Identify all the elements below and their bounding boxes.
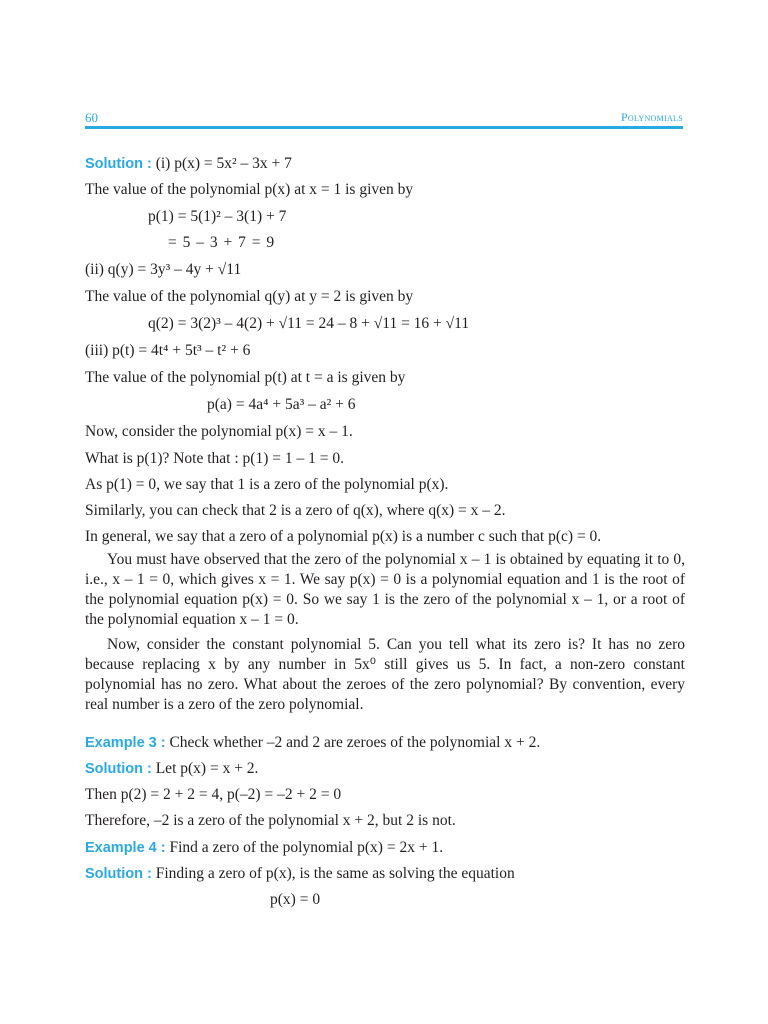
solution-label-2: Solution : bbox=[85, 761, 152, 777]
line-5: The value of the polynomial q(y) at y = 2 is given by bbox=[85, 288, 414, 305]
solution-label-3: Solution : bbox=[85, 866, 152, 882]
example3-label: Example 3 : bbox=[85, 735, 166, 751]
paragraph-constant: Now, consider the constant polynomial 5. Can you tell what its zero is? It has no zero because replacing x by any number in 5x⁰ still gives us 5. In fact, a non-zero constant polynomial has no zero. What about the zeroes of the zero polynomial? By convention, every real number is a zero of the zero polynomial. bbox=[85, 636, 685, 713]
line-2: p(1) = 5(1)² – 3(1) + 7 bbox=[148, 208, 287, 225]
line-22: Finding a zero of p(x), is the same as solving the equation bbox=[155, 865, 515, 882]
example3-line bbox=[85, 733, 540, 753]
line-1: The value of the polynomial p(x) at x = 1 is given by bbox=[85, 181, 414, 198]
line-20: Therefore, –2 is a zero of the polynomial x + 2, but 2 is not. bbox=[85, 812, 456, 829]
line-19: Then p(2) = 2 + 2 = 4, p(–2) = –2 + 2 = 0 bbox=[85, 786, 342, 803]
solution-line-2 bbox=[85, 759, 258, 779]
line-6: q(2) = 3(2)³ – 4(2) + √11 = 24 – 8 + √11 = 16 + √11 bbox=[148, 315, 470, 332]
line-7: (iii) p(t) = 4t⁴ + 5t³ – t² + 6 bbox=[85, 342, 251, 359]
chapter-title: Polynomials bbox=[620, 110, 683, 124]
line-9: p(a) = 4a⁴ + 5a³ – a² + 6 bbox=[207, 396, 356, 413]
paragraph-root: You must have observed that the zero of the polynomial x – 1 is obtained by equating it to 0, i.e., x – 1 = 0, which gives x = 1. We say p(x) = 0 is a polynomial equation and 1 is the root of the polynomial equation p(x) = 0. So we say 1 is the zero of the polynomial x – 1, or a root of the polynomial equation x – 1 = 0. bbox=[85, 551, 685, 628]
example4-line bbox=[85, 838, 443, 858]
line-13: Similarly, you can check that 2 is a zero of q(x), where q(x) = x – 2. bbox=[85, 502, 506, 519]
solution-line-3 bbox=[85, 864, 515, 884]
line-4: (ii) q(y) = 3y³ – 4y + √11 bbox=[85, 261, 242, 278]
page-number: 60 bbox=[85, 110, 98, 125]
line-0: (i) p(x) = 5x² – 3x + 7 bbox=[155, 155, 292, 172]
solution-label: Solution : bbox=[85, 156, 152, 172]
line-21: Find a zero of the polynomial p(x) = 2x + 1. bbox=[169, 839, 444, 856]
line-10: Now, consider the polynomial p(x) = x – 1. bbox=[85, 423, 353, 440]
line-8: The value of the polynomial p(t) at t = a is given by bbox=[85, 369, 406, 386]
line-14: In general, we say that a zero of a polynomial p(x) is a number c such that p(c) = 0. bbox=[85, 528, 602, 545]
line-23: p(x) = 0 bbox=[270, 891, 321, 908]
line-18: Let p(x) = x + 2. bbox=[155, 760, 259, 777]
line-12: As p(1) = 0, we say that 1 is a zero of the polynomial p(x). bbox=[85, 476, 449, 493]
line-17: Check whether –2 and 2 are zeroes of the polynomial x + 2. bbox=[169, 734, 541, 751]
header-rule bbox=[85, 126, 683, 129]
example4-label: Example 4 : bbox=[85, 840, 166, 856]
line-11: What is p(1)? Note that : p(1) = 1 – 1 = 0. bbox=[85, 450, 344, 467]
line-3: = 5 – 3 + 7 = 9 bbox=[168, 234, 275, 251]
solution-line-1 bbox=[85, 154, 292, 174]
